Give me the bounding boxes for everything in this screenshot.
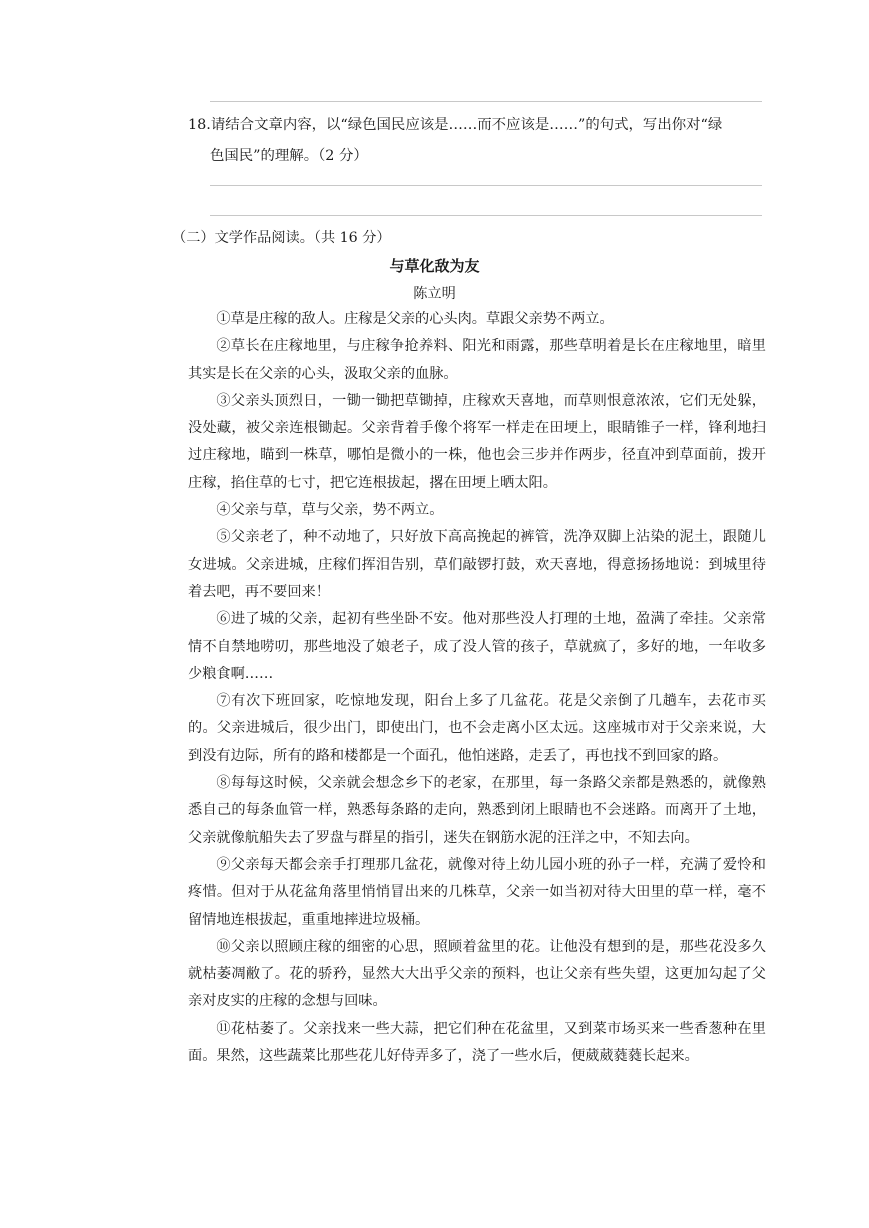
question-text-line2: 色国民”的理解。（2 分）	[210, 148, 368, 164]
paragraph-5: ⑤父亲老了，种不动地了，只好放下高高挽起的裤管，洗净双脚上沾染的泥土，跟随儿女进城。父亲进城，庄稼们挥泪告别，草们敲锣打鼓，欢天喜地，得意扬扬地说：到城里待着去吧，再不要回来！	[188, 529, 766, 600]
answer-line-top	[210, 101, 762, 102]
paragraph-7: ⑦有次下班回家，吃惊地发现，阳台上多了几盆花。花是父亲倒了几趟车，去花市买的。父亲进城后，很少出门，即使出门，也不会走离小区太远。这座城市对于父亲来说，大到没有边际，所有的路和楼都是一个面孔，他怕迷路，走丢了，再也找不到回家的路。	[188, 693, 766, 764]
paragraph-1: ①草是庄稼的敌人。庄稼是父亲的心头肉。草跟父亲势不两立。	[216, 311, 614, 327]
paragraph-8: ⑧每每这时候，父亲就会想念乡下的老家，在那里，每一条路父亲都是熟悉的，就像熟悉自己的每条血管一样，熟悉每条路的走向，熟悉到闭上眼睛也不会迷路。而离开了土地，父亲就像航船失去了罗盘与群星的指引，迷失在钢筋水泥的汪洋之中，不知去向。	[188, 775, 766, 846]
section-heading: （二）文学作品阅读。（共 16 分）	[172, 230, 391, 246]
paragraph-10: ⑩父亲以照顾庄稼的细密的心思，照顾着盆里的花。让他没有想到的是，那些花没多久就枯萎凋敝了。花的骄矜，显然大大出乎父亲的预料，也让父亲有些失望，这更加勾起了父亲对皮实的庄稼的念想与回味。	[188, 938, 766, 1010]
question-text-line1: 请结合文章内容，以“绿色国民应该是……而不应该是……”的句式，写出你对“绿	[210, 117, 723, 133]
article-author: 陈立明	[413, 286, 456, 302]
article-title: 与草化敌为友	[389, 257, 480, 275]
paragraph-6: ⑥进了城的父亲，起初有些坐卧不安。他对那些没人打理的土地，盈满了牵挂。父亲常情不自禁地唠叨，那些地没了娘老子，成了没人管的孩子，草就疯了，多好的地，一年收多少粮食啊……	[188, 611, 766, 682]
paragraph-2: ②草长在庄稼地里，与庄稼争抢养料、阳光和雨露，那些草明着是长在庄稼地里，暗里其实是长在父亲的心头，汲取父亲的血脉。	[188, 338, 766, 382]
question-18	[188, 110, 778, 172]
paragraph-9: ⑨父亲每天都会亲手打理那几盆花，就像对待上幼儿园小班的孙子一样，充满了爱怜和疼惜。但对于从花盆角落里悄悄冒出来的几株草，父亲一如当初对待大田里的草一样，毫不留情地连根拔起，重重地摔进垃圾桶。	[188, 856, 766, 928]
paragraph-3: ③父亲头顶烈日，一锄一锄把草锄掉，庄稼欢天喜地，而草则恨意浓浓，它们无处躲，没处藏，被父亲连根锄起。父亲背着手像个将军一样走在田埂上，眼睛锥子一样，锋利地扫过庄稼地，瞄到一株草，哪怕是微小的一株，他也会三步并作两步，径直冲到草面前，拨开庄稼，掐住草的七寸，把它连根拔起，撂在田埂上晒太阳。	[188, 392, 766, 491]
question-number: 18.	[188, 117, 211, 133]
answer-line-2	[210, 215, 762, 216]
article-body	[188, 306, 766, 1070]
paragraph-11: ⑪花枯萎了。父亲找来一些大蒜，把它们种在花盆里，又到菜市场买来一些香葱种在里面。果然，这些蔬菜比那些花儿好侍弄多了，浇了一些水后，便葳葳蕤蕤长起来。	[188, 1020, 766, 1065]
paragraph-4: ④父亲与草，草与父亲，势不两立。	[216, 502, 444, 519]
answer-line-1	[210, 185, 762, 186]
